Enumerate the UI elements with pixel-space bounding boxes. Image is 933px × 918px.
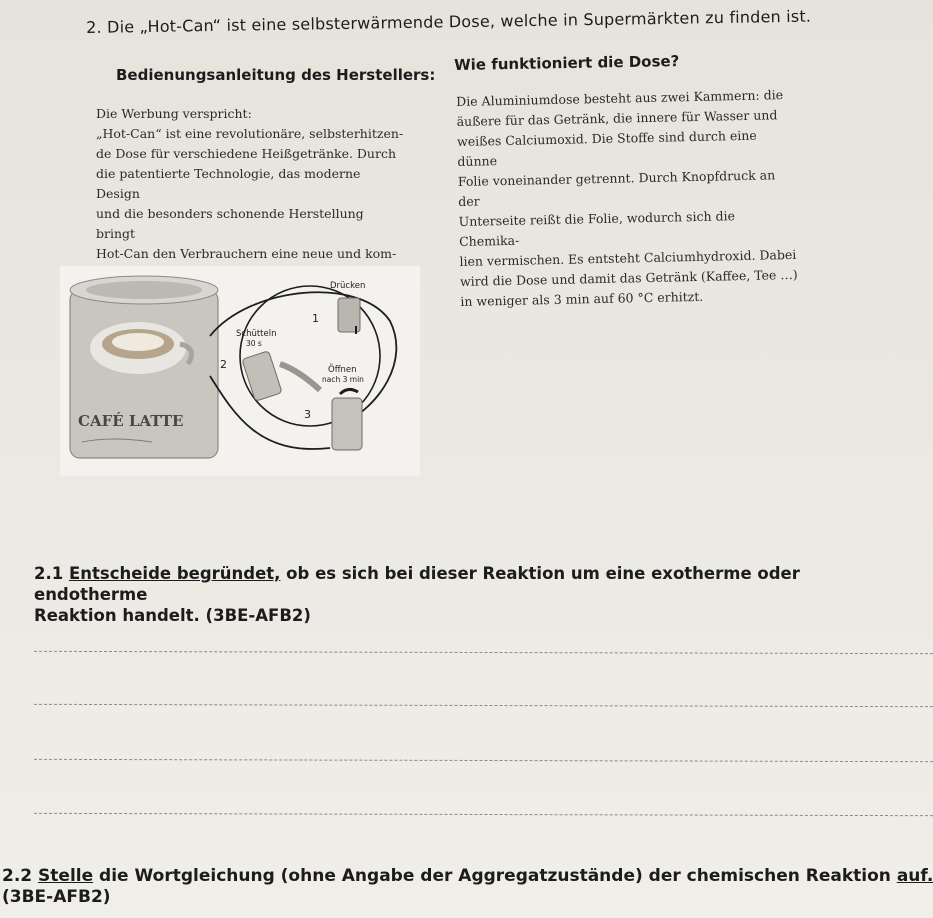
step2-number: 2 — [220, 358, 227, 371]
question-2-1-number: 2.1 — [34, 564, 64, 583]
step3-label: Öffnen — [328, 365, 357, 375]
function-description — [456, 85, 801, 312]
question-2-1-operator: Entscheide begründet, — [68, 564, 281, 583]
question-2-2-tail: auf. — [896, 866, 933, 886]
question-2-1 — [34, 563, 894, 626]
question-2-1-line2: Reaktion handelt. (3BE-AFB2) — [34, 606, 311, 625]
hot-can-illustration — [60, 266, 420, 476]
can-label: CAFÉ LATTE — [78, 412, 184, 430]
answer-line[interactable] — [34, 759, 933, 762]
step3-number: 3 — [304, 408, 311, 421]
advertising-line: de Dose für verschiedene Heißgetränke. Durch — [96, 146, 397, 161]
step1-number: 1 — [312, 312, 319, 325]
question-2-2-operator: Stelle — [38, 866, 94, 886]
question-2-1-text: ob es sich bei dieser Reaktion um eine exotherme oder endotherme — [34, 564, 800, 604]
step1-label: Drücken — [330, 281, 366, 291]
advertising-line: und die besonders schonende Herstellung bringt — [96, 206, 364, 241]
task-title: 2. Die „Hot-Can“ ist eine selbsterwärmende Dose, welche in Supermärkten zu finden ist. — [86, 6, 812, 37]
advertising-line: die patentierte Technologie, das moderne Design — [96, 166, 361, 201]
question-2-2 — [2, 866, 933, 908]
answer-line[interactable] — [34, 704, 933, 707]
function-line: Die Aluminiumdose besteht aus zwei Kammern: die — [456, 87, 784, 109]
manual-heading: Bedienungsanleitung des Herstellers: — [116, 66, 436, 84]
function-line: äußere für das Getränk, die innere für Wasser und — [456, 107, 778, 129]
function-line: wird die Dose und damit das Getränk (Kaffee, Tee …) — [459, 266, 798, 289]
question-2-2-text: die Wortgleichung (ohne Angabe der Aggregatzustände) der chemischen Reaktion — [93, 866, 897, 886]
how-it-works-heading: Wie funktioniert die Dose? — [454, 52, 680, 74]
advertising-line: „Hot-Can“ ist eine revolutionäre, selbsterhitzen- — [96, 126, 404, 141]
can-open-icon — [332, 398, 362, 450]
cafe-latte-can — [70, 276, 218, 458]
function-line: Unterseite reißt die Folie, wodurch sich die Chemika- — [458, 208, 736, 249]
advertising-line: Hot-Can den Verbrauchern eine neue und kom- — [96, 246, 397, 261]
question-2-2-number: 2.2 — [2, 866, 33, 886]
function-line: lien vermischen. Es entsteht Calciumhydroxid. Dabei — [459, 246, 797, 269]
question-2-1-line1 — [34, 563, 894, 605]
question-2-2-line2: (3BE-AFB2) — [2, 887, 111, 907]
step2-label: Schütteln — [236, 329, 277, 339]
step3-time: nach 3 min — [322, 375, 364, 384]
question-2-2-line1 — [2, 866, 933, 887]
function-line: in weniger als 3 min auf 60 °C erhitzt. — [460, 288, 704, 309]
answer-line[interactable] — [34, 813, 933, 816]
answer-line[interactable] — [34, 651, 933, 654]
function-line: weißes Calciumoxid. Die Stoffe sind durch eine dünne — [456, 127, 757, 169]
step2-time: 30 s — [246, 339, 262, 348]
function-line: Folie voneinander getrennt. Durch Knopfdruck an der — [457, 167, 776, 209]
advertising-subheading: Die Werbung verspricht: — [96, 106, 252, 121]
